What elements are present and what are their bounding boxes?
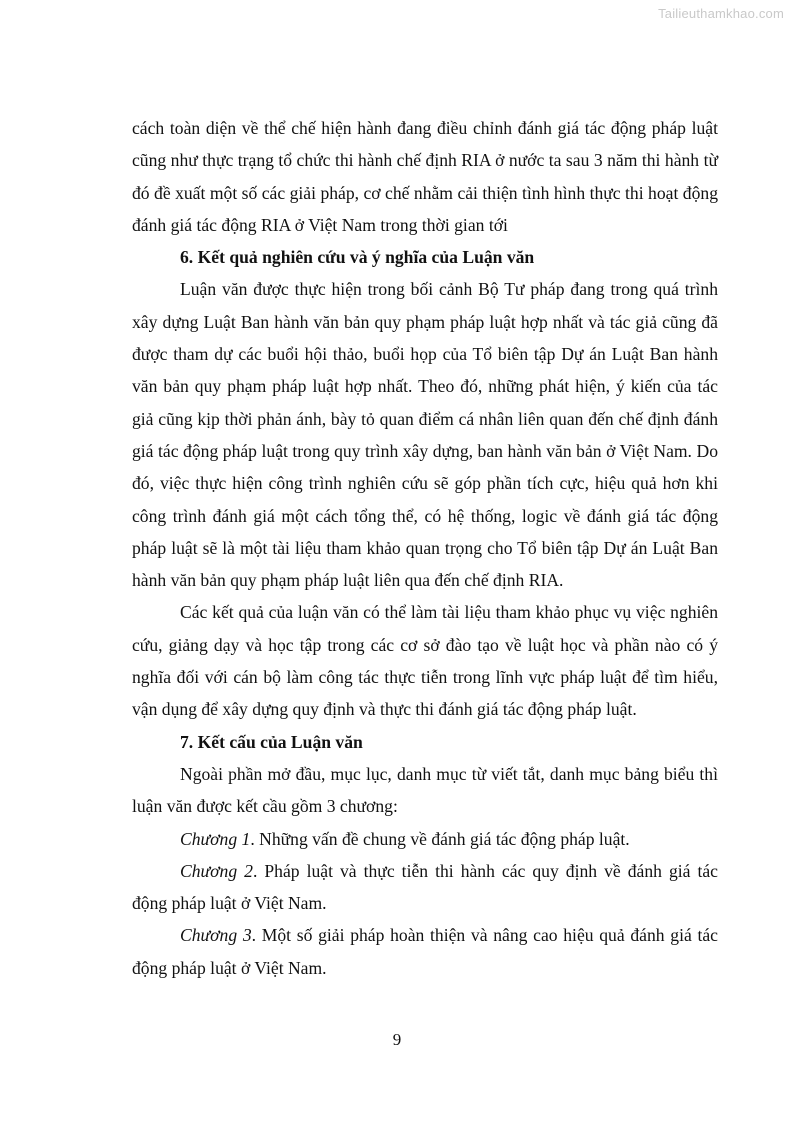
section-6-paragraph-2: Các kết quả của luận văn có thể làm tài liệu tham khảo phục vụ việc nghiên cứu, giảng dạy và học tập trong các cơ sở đào tạo về luật học và phần nào có ý nghĩa đối với cán bộ làm công tác thực tiễn trong lĩnh vực pháp luật để tìm hiểu, vận dụng để xây dựng quy định và thực thi đánh giá tác động pháp luật. — [132, 602, 718, 720]
watermark: Tailieuthamkhao.com — [658, 6, 784, 21]
chapter-1-text: . Những vấn đề chung về đánh giá tác động pháp luật. — [250, 828, 630, 849]
continuation-paragraph: cách toàn diện về thể chế hiện hành đang điều chỉnh đánh giá tác động pháp luật cũng như thực trạng tổ chức thi hành chế định RIA ở nước ta sau 3 năm thi hành từ đó đề xuất một số các giải pháp, cơ chế nhằm cải thiện tình hình thực thi hoạt động đánh giá tác động RIA ở Việt Nam trong thời gian tới — [132, 118, 718, 235]
chapter-2-text: . Pháp luật và thực tiễn thi hành các quy định về đánh giá tác động pháp luật ở Việt Nam. — [132, 860, 718, 914]
section-7-intro: Ngoài phần mở đầu, mục lục, danh mục từ viết tắt, danh mục bảng biểu thì luận văn được kết cầu gồm 3 chương: — [132, 763, 718, 817]
chapter-1-label: Chương 1 — [180, 828, 251, 849]
section-6-heading: 6. Kết quả nghiên cứu và ý nghĩa của Luận văn — [180, 247, 535, 268]
section-6-paragraph-1: Luận văn được thực hiện trong bối cảnh Bộ Tư pháp đang trong quá trình xây dựng Luật Ban hành văn bản quy phạm pháp luật hợp nhất và tác giả cũng đã được tham dự các buổi hội thảo, buổi họp của Tổ biên tập Dự án Luật Ban hành văn bản quy phạm pháp luật hợp nhất. Theo đó, những phát hiện, ý kiến của tác giả cũng kịp thời phản ánh, bày tỏ quan điểm cá nhân liên quan đến chế định đánh giá tác động pháp luật trong quy trình xây dựng, ban hành văn bản ở Việt Nam. Do đó, việc thực hiện công trình nghiên cứu sẽ góp phần tích cực, hiệu quả hơn khi công trình đánh giá một cách tổng thể, có hệ thống, logic về đánh giá tác động pháp luật sẽ là một tài liệu tham khảo quan trọng cho Tổ biên tập Dự án Luật Ban hành văn bản quy phạm pháp luật liên qua đến chế định RIA. — [132, 279, 718, 591]
body-text — [132, 112, 718, 984]
chapter-3-label: Chương 3 — [180, 925, 252, 946]
chapter-1-item — [132, 823, 718, 855]
chapter-2-label: Chương 2 — [180, 860, 253, 881]
chapter-3-text: . Một số giải pháp hoàn thiện và nâng cao hiệu quả đánh giá tác động pháp luật ở Việt Nam. — [132, 925, 718, 978]
chapter-3-item — [132, 919, 718, 984]
section-7-heading: 7. Kết cấu của Luận văn — [180, 731, 363, 752]
chapter-2-item — [132, 855, 718, 920]
page-number: 9 — [392, 1030, 402, 1049]
